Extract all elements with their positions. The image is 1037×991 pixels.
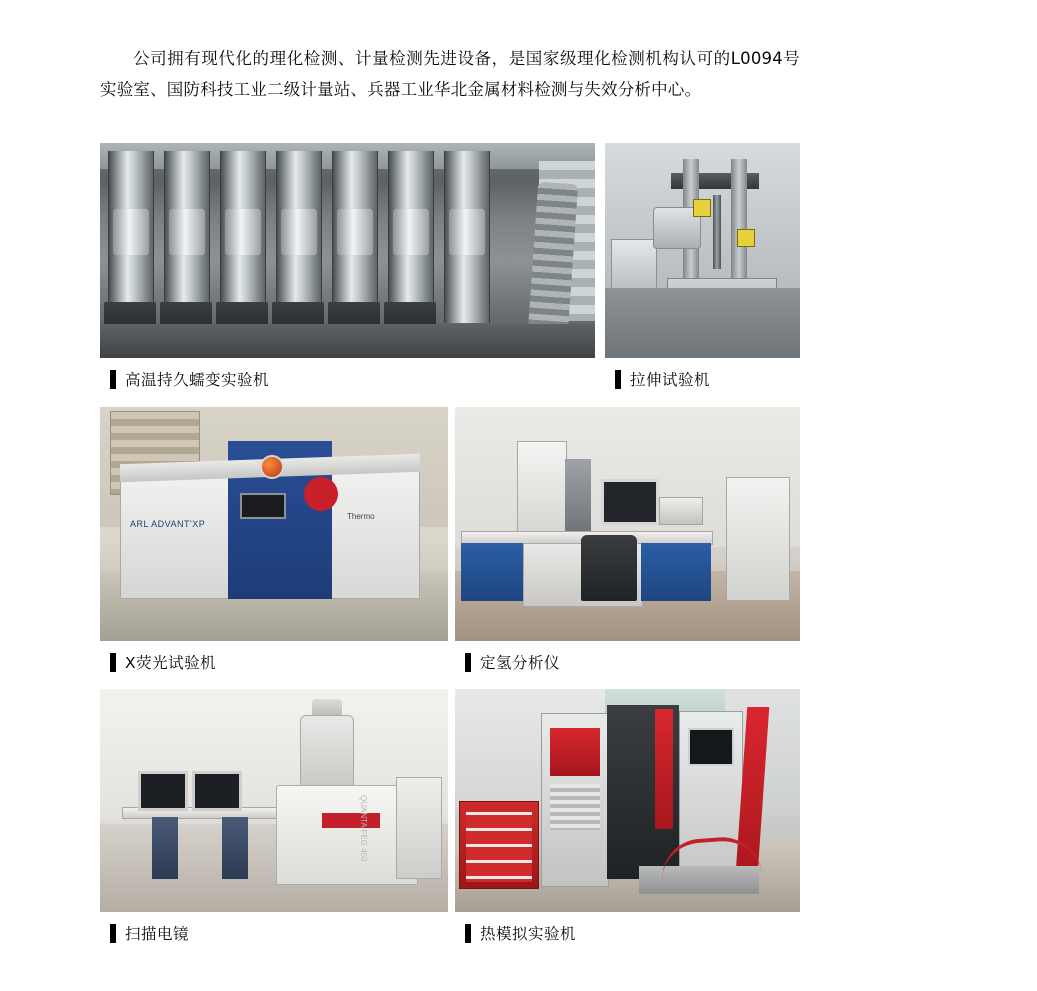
computer-monitor (138, 771, 188, 811)
warning-label-icon (737, 229, 755, 247)
control-cabinet (611, 239, 657, 293)
equipment-gallery (100, 143, 1035, 954)
hydrogen-analyzer (517, 441, 567, 535)
specimen (713, 195, 721, 269)
computer-monitor (601, 479, 659, 525)
printer (659, 497, 703, 525)
caption (455, 641, 800, 683)
test-column (164, 151, 210, 323)
gallery-item-hydrogen-analyzer (455, 407, 800, 683)
control-cabinet (541, 713, 609, 887)
brand-label-thermo: Thermo (347, 512, 375, 521)
tensile-testing-machine-photo (605, 143, 800, 358)
caption-text: 拉伸试验机 (630, 371, 711, 389)
floor (100, 324, 595, 358)
gallery-item-tensile (605, 143, 800, 400)
instrument-display (240, 493, 286, 519)
test-column (332, 151, 378, 323)
caption-bar-icon (110, 370, 116, 389)
control-panel (550, 728, 600, 776)
brand-label-arl: ARL ADVANT'XP (130, 519, 206, 529)
caption (100, 912, 448, 954)
caption-text: 高温持久蠕变实验机 (125, 371, 270, 389)
scanning-electron-microscope-lab-photo (100, 689, 448, 912)
caption-bar-icon (615, 370, 621, 389)
caption (100, 641, 448, 683)
gallery-row (100, 407, 800, 683)
computer-tower (152, 817, 178, 879)
lab-cabinet (461, 543, 523, 601)
red-accent-stripe (655, 709, 673, 829)
lab-cabinet (641, 543, 711, 601)
manufacturer-logo (304, 477, 338, 511)
caption-bar-icon (465, 653, 471, 672)
x-ray-fluorescence-spectrometer-photo (100, 407, 448, 641)
hydrogen-determinator-lab-photo (455, 407, 800, 641)
test-column (388, 151, 434, 323)
system-brand-label: GLEEBLE SYSTEM (1019, 751, 1035, 837)
model-label: QUANTA FEG 450 (359, 795, 368, 862)
test-column (108, 151, 154, 323)
equipment-rack (396, 777, 442, 879)
test-column (220, 151, 266, 323)
gallery-item-creep-rupture (100, 143, 595, 400)
chiller-unit (726, 477, 790, 601)
intro-paragraph: 公司拥有现代化的理化检测、计量检测先进设备，是国家级理化检测机构认可的L0094号实验室、国防科技工业二级计量站、兵器工业华北金属材料检测与失效分析中心。 (100, 48, 800, 99)
computer-monitor (192, 771, 242, 811)
gallery-row (100, 143, 800, 400)
console-display (688, 728, 734, 766)
emergency-stop-button[interactable] (260, 455, 284, 479)
caption-text: 扫描电镜 (125, 925, 190, 943)
microscope-column (300, 715, 354, 791)
warning-label-icon (693, 199, 711, 217)
office-chair (581, 535, 637, 601)
gallery-item-thermal-simulator (455, 689, 1035, 954)
instrument-right-panel (326, 463, 420, 599)
computer-tower (222, 817, 248, 879)
gallery-item-sem (100, 689, 448, 954)
caption-bar-icon (110, 924, 116, 943)
caption-text: 定氢分析仪 (480, 654, 561, 672)
chamber-label (322, 813, 380, 828)
caption-text: 热模拟实验机 (480, 925, 577, 943)
gallery-row (100, 689, 1035, 954)
test-column (276, 151, 322, 323)
caption-bar-icon (465, 924, 471, 943)
floor (605, 288, 800, 358)
instrument-left-panel (120, 471, 232, 599)
caption-bar-icon (110, 653, 116, 672)
gallery-item-xrf (100, 407, 448, 683)
caption (605, 358, 800, 400)
caption (100, 358, 595, 400)
creep-rupture-testing-machines-photo (100, 143, 595, 358)
thermal-simulation-testing-machine-photo (455, 689, 1035, 912)
tool-chest (459, 801, 539, 889)
instrument-panel (550, 784, 600, 830)
caption-text: X荧光试验机 (125, 654, 217, 672)
test-column (444, 151, 490, 323)
caption (455, 912, 800, 954)
analyzer-module (565, 459, 591, 533)
